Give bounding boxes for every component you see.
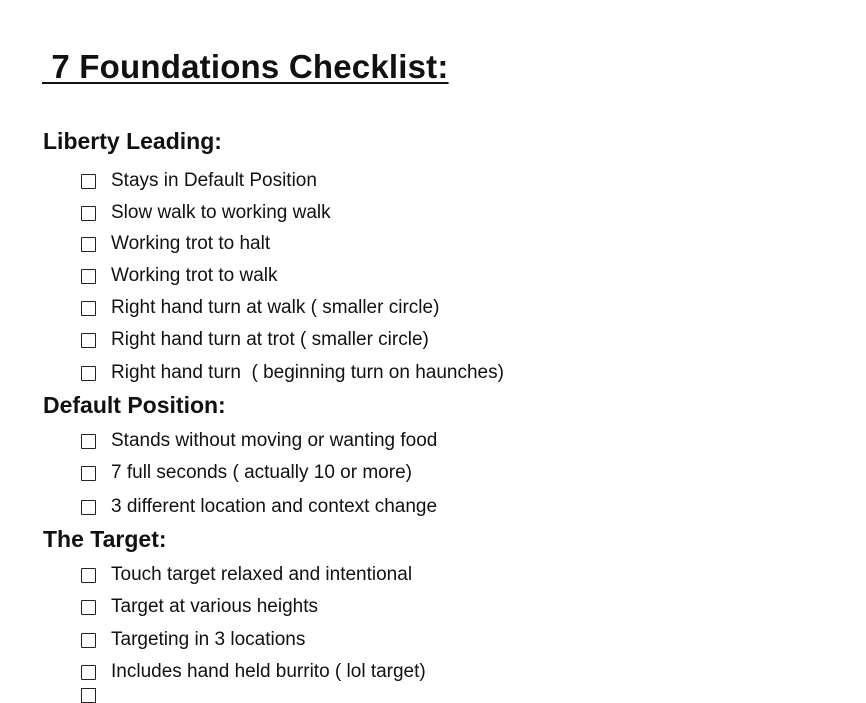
checkbox-icon[interactable] bbox=[81, 466, 96, 481]
checklist-item[interactable] bbox=[81, 461, 412, 485]
checklist-item[interactable] bbox=[81, 296, 439, 320]
checklist-item[interactable] bbox=[81, 595, 318, 619]
section-heading-the-target: The Target: bbox=[43, 526, 167, 552]
checklist-item[interactable] bbox=[81, 495, 437, 519]
checklist-item-label: Right hand turn at walk ( smaller circle) bbox=[111, 297, 440, 318]
checkbox-icon[interactable] bbox=[81, 688, 96, 703]
checkbox-icon[interactable] bbox=[81, 206, 96, 221]
checklist-item-label: Targeting in 3 locations bbox=[111, 629, 306, 650]
checklist-item-label: Working trot to walk bbox=[111, 265, 278, 286]
checklist-item-label: 3 different location and context change bbox=[111, 496, 438, 517]
checklist-item[interactable] bbox=[81, 660, 426, 684]
checklist-item-label: Working trot to halt bbox=[111, 233, 271, 254]
checkbox-icon[interactable] bbox=[81, 237, 96, 252]
checkbox-icon[interactable] bbox=[81, 174, 96, 189]
checkbox-icon[interactable] bbox=[81, 633, 96, 648]
checkbox-icon[interactable] bbox=[81, 500, 96, 515]
checkbox-icon[interactable] bbox=[81, 333, 96, 348]
checklist-item-label: Stays in Default Position bbox=[111, 170, 317, 191]
checklist-item[interactable] bbox=[81, 201, 331, 225]
checklist-item-label: Includes hand held burrito ( lol target) bbox=[111, 661, 426, 682]
checkbox-icon[interactable] bbox=[81, 301, 96, 316]
checklist-item[interactable] bbox=[81, 328, 429, 352]
checklist-item[interactable] bbox=[81, 169, 317, 193]
checkbox-icon[interactable] bbox=[81, 434, 96, 449]
checklist-item[interactable] bbox=[81, 628, 305, 652]
checklist-item[interactable] bbox=[81, 264, 277, 288]
checklist-item[interactable] bbox=[81, 232, 270, 256]
checkbox-icon[interactable] bbox=[81, 600, 96, 615]
checkbox-icon[interactable] bbox=[81, 665, 96, 680]
checklist-item[interactable] bbox=[81, 429, 437, 453]
checklist-item[interactable] bbox=[81, 563, 412, 587]
checklist-item-label: Right hand turn at trot ( smaller circle) bbox=[111, 329, 429, 350]
document-title: 7 Foundations Checklist: bbox=[42, 48, 449, 85]
checklist-item-label: Slow walk to working walk bbox=[111, 202, 331, 223]
section-heading-default-position: Default Position: bbox=[43, 392, 226, 418]
checklist-item-label: Right hand turn ( beginning turn on haunches) bbox=[111, 362, 504, 383]
checklist-item-label: Target at various heights bbox=[111, 596, 319, 617]
section-heading-liberty-leading: Liberty Leading: bbox=[43, 128, 222, 154]
checkbox-icon[interactable] bbox=[81, 366, 96, 381]
checklist-item-label: Touch target relaxed and intentional bbox=[111, 564, 413, 585]
checkbox-icon[interactable] bbox=[81, 568, 96, 583]
checkbox-icon[interactable] bbox=[81, 269, 96, 284]
checklist-item-label: 7 full seconds ( actually 10 or more) bbox=[111, 462, 412, 483]
checklist-item[interactable] bbox=[81, 361, 504, 385]
checklist-item-label: Stands without moving or wanting food bbox=[111, 430, 438, 451]
